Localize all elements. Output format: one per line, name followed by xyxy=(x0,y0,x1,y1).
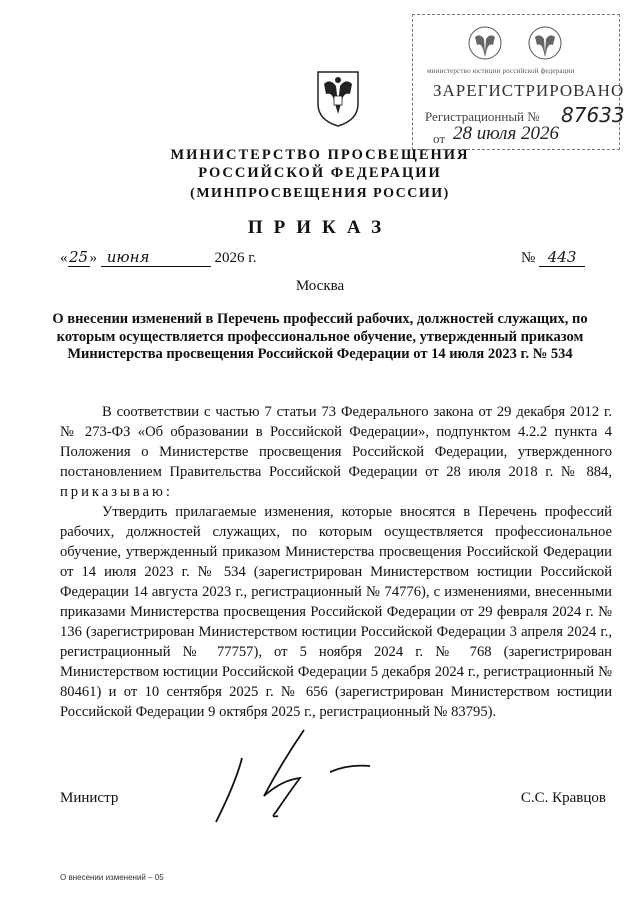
stamp-date-prefix: от xyxy=(433,131,446,146)
ministry-short-name: (МИНПРОСВЕЩЕНИЯ РОССИИ) xyxy=(190,186,450,201)
stamp-reg-label: Регистрационный № xyxy=(425,109,540,124)
order-number: 443 xyxy=(539,248,585,267)
ministry-line-1: МИНИСТЕРСТВО ПРОСВЕЩЕНИЯ xyxy=(170,147,470,163)
stamp-emblem-icon xyxy=(465,23,505,63)
body-paragraph-1: В соответствии с частью 7 статьи 73 Федерального закона от 29 декабря 2012 г. № 273-ФЗ «Об образовании в Российской Федерации», подпунктом 4.2.2 пункта 4 Положения о Министерстве просвещения Российской Федерации, утвержденного постановлением Правительства Российской Федерации от 28 июля 2018 г. № 884, приказываю: xyxy=(60,404,612,500)
stamp-authority: министерство юстиции российской федерации xyxy=(427,67,575,75)
order-number-label: № xyxy=(521,250,536,266)
handwritten-signature xyxy=(212,722,372,832)
order-keyword: приказываю: xyxy=(60,484,173,500)
order-year: 2026 г. xyxy=(214,250,257,266)
body-paragraph-2: Утвердить прилагаемые изменения, которые вносятся в Перечень профессий рабочих, должностей служащих, по которым осуществляется профессиональное обучение, утвержденный приказом Министерства просвещения Российской Федерации от 14 июля 2023 г. № 534 (зарегистрирован Министерством юстиции Российской Федерации 14 августа 2023 г., регистрационный № 74776), с изменениями, внесенными приказами Министерства просвещения Российской Федерации от 29 февраля 2024 г. № 136 (зарегистрирован Министерством юстиции Российской Федерации 3 апреля 2024 г., регистрационный № 77757), от 5 ноября 2024 г. № 768 (зарегистрирован Министерством юстиции Российской Федерации 5 декабря 2024 г., регистрационный № 80461) и от 10 сентября 2025 г. № 656 (зарегистрирован Министерством юстиции Российской Федерации 9 октября 2025 г., регистрационный № 83795). xyxy=(60,504,612,720)
stamp-date-value: 28 июля 2026 xyxy=(453,123,560,144)
order-date: «25» июня 2026 г. xyxy=(60,248,257,266)
order-month: июня xyxy=(101,248,211,267)
signatory-name: С.С. Кравцов xyxy=(520,790,606,806)
coat-of-arms-emblem xyxy=(314,64,362,128)
order-day: 25 xyxy=(68,248,89,266)
footer-note: О внесении изменений – 05 xyxy=(60,873,164,882)
ministry-line-2: РОССИЙСКОЙ ФЕДЕРАЦИИ xyxy=(198,165,442,181)
order-city: Москва xyxy=(295,278,345,294)
stamp-reg-number: 87633 xyxy=(561,103,625,127)
order-title: О внесении изменений в Перечень профессий рабочих, должностей служащих, по которым осуществляется профессиональное обучение, утвержденный приказом Министерства просвещения Российской Федерации от 14 июля 2023 г. № 534 xyxy=(52,311,588,362)
order-number-block xyxy=(521,248,585,267)
signatory-position: Министр xyxy=(60,790,119,806)
order-body xyxy=(60,402,612,722)
stamp-status: ЗАРЕГИСТРИРОВАНО xyxy=(433,81,625,100)
ministry-name xyxy=(0,146,640,182)
stamp-emblem-icon xyxy=(525,23,565,63)
document-type-title: ПРИКАЗ xyxy=(247,217,393,238)
registration-stamp xyxy=(412,14,625,150)
